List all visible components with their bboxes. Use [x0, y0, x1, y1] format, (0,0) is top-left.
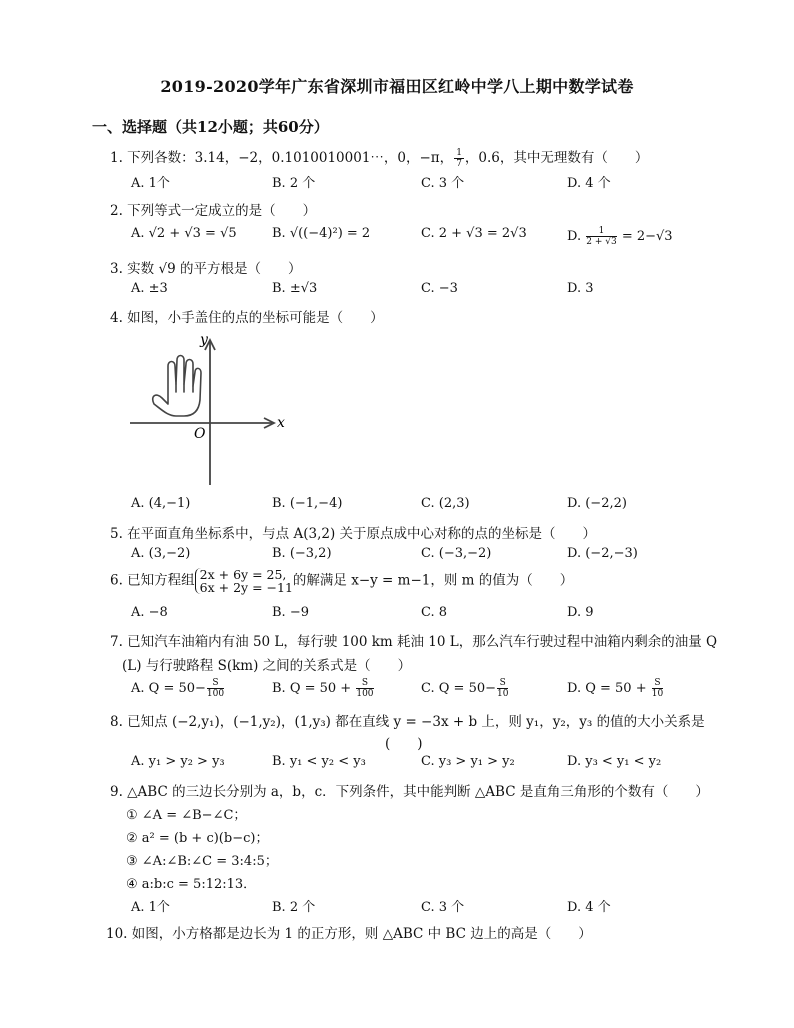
- question-8-options: [0, 754, 794, 772]
- question-4: 4. 如图，小手盖住的点的坐标可能是（ ）: [110, 310, 384, 326]
- option-c[interactable]: C. 2 + √3 = 2√3: [421, 226, 527, 241]
- option-a[interactable]: A. ±3: [131, 281, 168, 296]
- equation-2: 6x + 2y = −11: [199, 580, 293, 595]
- question-3-options: [0, 281, 794, 299]
- question-1-options: [0, 172, 794, 190]
- option-a[interactable]: A. √2 + √3 = √5: [131, 226, 237, 241]
- question-8: 8. 已知点 (−2,y₁)，(−1,y₂)，(1,y₃) 都在直线 y = −3x + b 上，则 y₁，y₂，y₃ 的值的大小关系是: [110, 714, 705, 730]
- question-1-text: 1. 下列各数：3.14，−2，0.1010010001⋯，0，−π，: [110, 150, 454, 166]
- equation-1: 2x + 6y = 25,: [199, 567, 287, 582]
- option-a-prefix: A. Q = 50−: [131, 681, 206, 696]
- option-a[interactable]: A. 1个: [131, 176, 170, 191]
- origin-label: O: [194, 426, 206, 442]
- condition-4: ④ a:b:c = 5:12:13．: [126, 877, 257, 892]
- x-axis-label: x: [277, 415, 285, 431]
- option-d[interactable]: D. (−2,−3): [567, 546, 638, 561]
- page-title: 2019-2020学年广东省深圳市福田区红岭中学八上期中数学试卷: [160, 77, 634, 96]
- fraction-numerator: S: [207, 678, 224, 689]
- option-d-prefix: D.: [567, 229, 586, 244]
- option-d-prefix: D. Q = 50 +: [567, 681, 651, 696]
- option-b[interactable]: B. ±√3: [272, 281, 318, 296]
- fraction-numerator: 1: [456, 148, 462, 158]
- option-a[interactable]: A. −8: [131, 605, 168, 620]
- option-c[interactable]: C. (2,3): [421, 496, 470, 511]
- fraction: [356, 678, 373, 699]
- question-3: 3. 实数 √9 的平方根是（ ）: [110, 261, 302, 277]
- fraction: [207, 678, 224, 699]
- condition-3: ③ ∠A:∠B:∠C = 3:4:5；: [126, 854, 278, 869]
- option-b[interactable]: B. (−3,2): [272, 546, 332, 561]
- fraction-denominator: 7: [456, 159, 462, 169]
- fraction-denominator: 100: [206, 689, 225, 699]
- fraction-numerator: S: [652, 678, 663, 689]
- option-b[interactable]: B. −9: [272, 605, 309, 620]
- option-d[interactable]: [567, 678, 664, 699]
- option-a[interactable]: A. (4,−1): [131, 496, 191, 511]
- question-6-prefix: 6. 已知方程组: [110, 572, 195, 589]
- y-axis-label: y: [200, 332, 208, 348]
- question-6-options: [0, 605, 794, 623]
- option-d[interactable]: D. (−2,2): [567, 496, 627, 511]
- fraction-numerator: 1: [586, 226, 616, 237]
- answer-parentheses: ( ): [385, 736, 423, 752]
- question-9-options: [0, 896, 794, 914]
- question-5-options: [0, 546, 794, 564]
- condition-2: ② a² = (b + c)(b−c)；: [126, 831, 269, 846]
- fraction: [586, 226, 616, 247]
- fraction-numerator: S: [356, 678, 373, 689]
- option-c[interactable]: C. −3: [421, 281, 458, 296]
- question-4-options: [0, 496, 794, 514]
- question-1-tail: ，0.6，其中无理数有（ ）: [464, 150, 649, 166]
- question-7-line-2: (L) 与行驶路程 S(km) 之间的关系式是（ ）: [122, 658, 412, 674]
- fraction-numerator: S: [497, 678, 508, 689]
- question-2: 2. 下列等式一定成立的是（ ）: [110, 203, 317, 219]
- option-d[interactable]: D. 9: [567, 605, 594, 620]
- question-7-options: [0, 678, 794, 699]
- section-heading: 一、选择题（共12小题；共60分）: [92, 118, 329, 136]
- question-2-options: [0, 226, 794, 247]
- fraction: [497, 678, 508, 699]
- option-c[interactable]: C. 3 个: [421, 176, 465, 191]
- option-c[interactable]: C. 3 个: [421, 900, 465, 915]
- question-1: [110, 146, 648, 169]
- option-a[interactable]: A. (3,−2): [131, 546, 191, 561]
- question-6-tail: 的解满足 x−y = m−1，则 m 的值为（ ）: [292, 572, 574, 589]
- option-c-prefix: C. Q = 50−: [421, 681, 496, 696]
- question-9: 9. △ABC 的三边长分别为 a，b，c．下列条件，其中能判断 △ABC 是直角三角形的个数有（ ）: [110, 784, 709, 800]
- fraction: [454, 148, 464, 169]
- fraction-denominator: 2 + √3: [586, 237, 617, 247]
- question-6: [110, 568, 573, 594]
- question-5: 5. 在平面直角坐标系中，与点 A(3,2) 关于原点成中心对称的点的坐标是（ ）: [110, 526, 597, 542]
- option-d[interactable]: D. 4 个: [567, 176, 611, 191]
- option-d[interactable]: D. y₃ < y₁ < y₂: [567, 754, 662, 769]
- equation-system: [195, 568, 293, 594]
- option-b-prefix: B. Q = 50 +: [272, 681, 356, 696]
- question-7-line-1: 7. 已知汽车油箱内有油 50 L，每行驶 100 km 耗油 10 L，那么汽车行驶过程中油箱内剩余的油量 Q: [110, 634, 718, 650]
- option-d[interactable]: [567, 226, 673, 247]
- option-a[interactable]: A. 1个: [131, 900, 170, 915]
- coordinate-graph: [120, 330, 290, 490]
- fraction-denominator: 10: [651, 689, 664, 699]
- option-c[interactable]: C. (−3,−2): [421, 546, 492, 561]
- hand-icon: [153, 356, 201, 417]
- option-b[interactable]: B. y₁ < y₂ < y₃: [272, 754, 366, 769]
- fraction-denominator: 10: [497, 689, 509, 699]
- option-d-tail: = 2−√3: [617, 229, 673, 244]
- option-b[interactable]: B. (−1,−4): [272, 496, 343, 511]
- option-c[interactable]: C. 8: [421, 605, 448, 620]
- option-a[interactable]: A. y₁ > y₂ > y₃: [131, 754, 225, 769]
- question-10: 10. 如图，小方格都是边长为 1 的正方形，则 △ABC 中 BC 边上的高是（ ）: [106, 926, 592, 942]
- option-d[interactable]: D. 3: [567, 281, 594, 296]
- option-b[interactable]: B. 2 个: [272, 900, 316, 915]
- fraction-denominator: 100: [356, 689, 374, 699]
- fraction: [652, 678, 663, 699]
- option-c[interactable]: C. y₃ > y₁ > y₂: [421, 754, 515, 769]
- option-a[interactable]: [131, 678, 225, 699]
- option-b[interactable]: B. √((−4)²) = 2: [272, 226, 371, 241]
- option-c[interactable]: [421, 678, 509, 699]
- option-b[interactable]: B. 2 个: [272, 176, 316, 191]
- option-d[interactable]: D. 4 个: [567, 900, 611, 915]
- condition-1: ① ∠A = ∠B−∠C；: [126, 808, 247, 823]
- option-b[interactable]: [272, 678, 375, 699]
